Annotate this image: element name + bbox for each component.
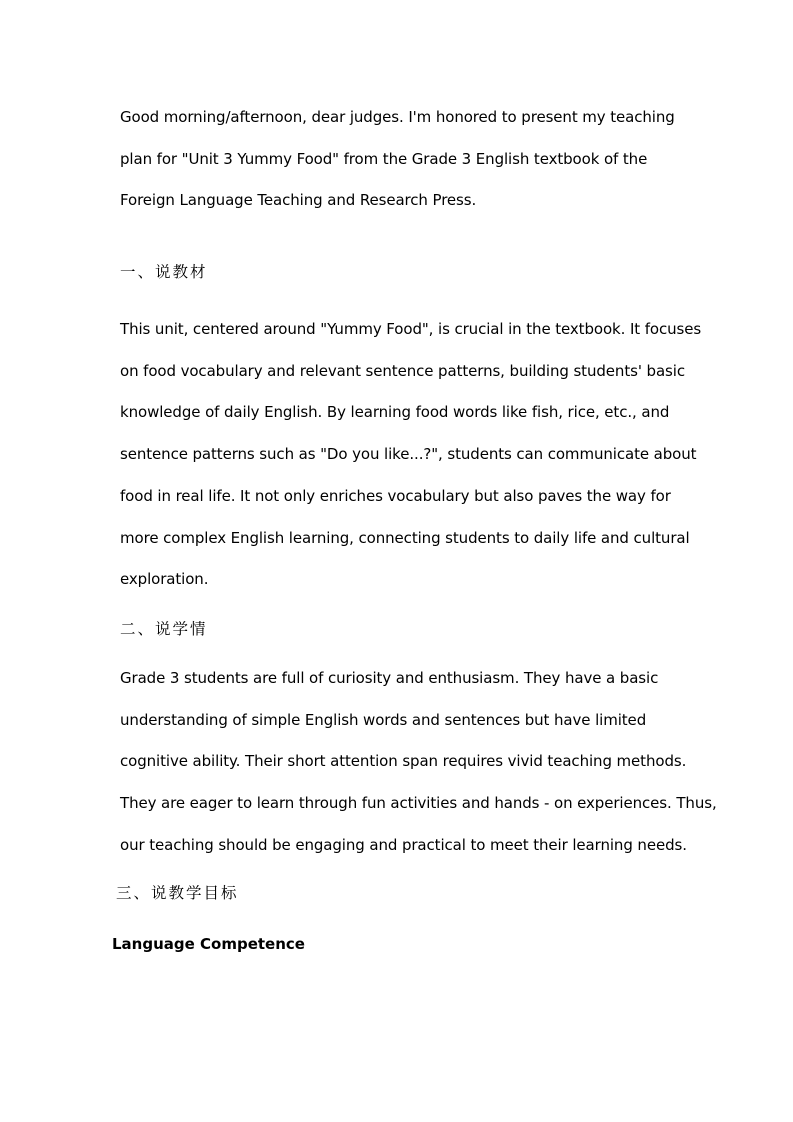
- students-line: cognitive ability. Their short attention span requires vivid teaching methods.: [120, 752, 687, 771]
- subheading-language-competence: Language Competence: [112, 935, 305, 953]
- intro-line: Good morning/afternoon, dear judges. I'm honored to present my teaching: [120, 108, 675, 126]
- section-heading-students: 二、说学情: [120, 620, 208, 638]
- textbook-line: This unit, centered around "Yummy Food", is crucial in the textbook. It focuses: [120, 320, 702, 338]
- section-heading-objectives: 三、说教学目标: [116, 884, 239, 902]
- students-line: our teaching should be engaging and practical to meet their learning needs.: [120, 835, 687, 854]
- textbook-line: on food vocabulary and relevant sentence patterns, building students' basic: [120, 361, 685, 380]
- students-line: They are eager to learn through fun activities and hands - on experiences. Thus,: [120, 794, 717, 813]
- textbook-paragraph: [120, 309, 700, 601]
- textbook-line: more complex English learning, connecting students to daily life and cultural: [120, 528, 690, 547]
- intro-paragraph: [120, 97, 700, 222]
- students-paragraph: [120, 658, 717, 867]
- textbook-line: sentence patterns such as "Do you like...?", students can communicate about: [120, 445, 697, 464]
- textbook-line: food in real life. It not only enriches vocabulary but also paves the way for: [120, 486, 671, 505]
- section-heading-textbook: 一、说教材: [120, 263, 208, 281]
- textbook-line: exploration.: [120, 570, 209, 589]
- intro-line: plan for "Unit 3 Yummy Food" from the Grade 3 English textbook of the: [120, 149, 648, 168]
- textbook-line: knowledge of daily English. By learning food words like fish, rice, etc., and: [120, 403, 670, 422]
- intro-line: Foreign Language Teaching and Research Press.: [120, 191, 477, 210]
- students-line: understanding of simple English words and sentences but have limited: [120, 710, 647, 729]
- students-line: Grade 3 students are full of curiosity and enthusiasm. They have a basic: [120, 669, 659, 687]
